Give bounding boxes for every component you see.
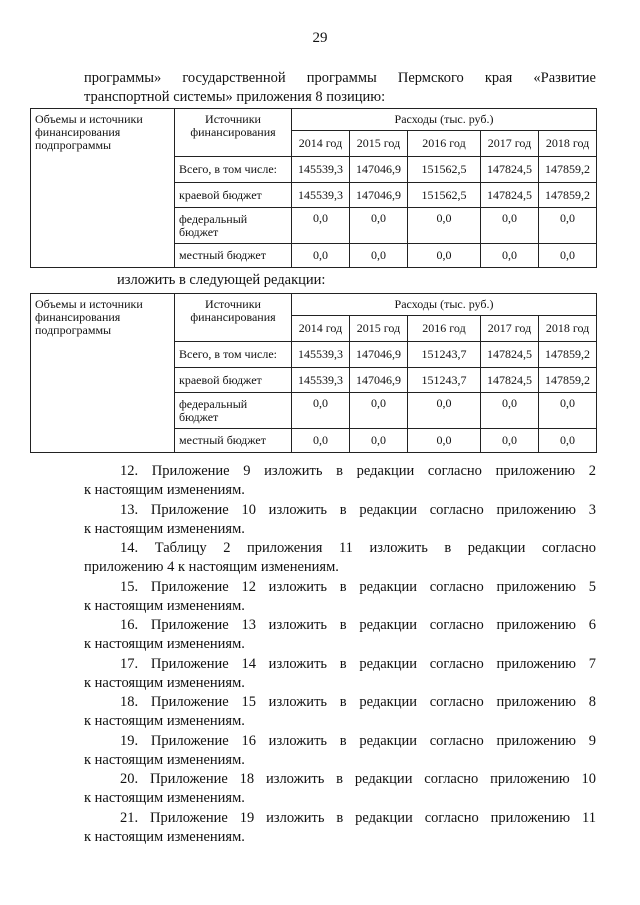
intro-line-1: программы» государственной программы Пермского края «Развитие: [84, 70, 596, 86]
value-cell: 0,0: [481, 393, 539, 429]
list-item-line-2: приложению 4 к настоящим изменениям.: [84, 559, 339, 575]
value-cell: 145539,3: [292, 342, 350, 368]
list-item-line-2: к настоящим изменениям.: [84, 674, 245, 691]
value-cell: 0,0: [408, 244, 481, 268]
intro-line-2: транспортной системы» приложения 8 позицию:: [84, 89, 386, 105]
value-cell: 151243,7: [408, 368, 481, 393]
list-item-line-2: к настоящим изменениям.: [84, 828, 245, 845]
sources-header: Источники финансирования: [175, 109, 292, 157]
expenses-header: Расходы (тыс. руб.): [292, 294, 597, 316]
year-header: 2015 год: [350, 131, 408, 157]
value-cell: 0,0: [350, 244, 408, 268]
value-cell: 151243,7: [408, 342, 481, 368]
list-item-line-1: 17. Приложение 14 изложить в редакции согласно приложению 7: [120, 655, 596, 672]
source-cell: краевой бюджет: [175, 183, 292, 208]
list-item-line-1: 21. Приложение 19 изложить в редакции согласно приложению 11: [120, 809, 596, 826]
sources-header: Источники финансирования: [175, 294, 292, 342]
list-item-line-1: 16. Приложение 13 изложить в редакции согласно приложению 6: [120, 617, 596, 633]
value-cell: 0,0: [481, 429, 539, 453]
list-item-line-1: 15. Приложение 12 изложить в редакции согласно приложению 5: [120, 578, 596, 595]
expenses-header: Расходы (тыс. руб.): [292, 109, 597, 131]
list-item: [84, 501, 596, 540]
list-item-line-1: 13. Приложение 10 изложить в редакции согласно приложению 3: [120, 501, 596, 518]
list-item-line-2: к настоящим изменениям.: [84, 520, 245, 537]
list-item-line-2: к настоящим изменениям.: [84, 482, 245, 498]
list-item: [84, 693, 596, 732]
year-header: 2014 год: [292, 131, 350, 157]
value-cell: 147046,9: [350, 157, 408, 183]
list-item-line-2: к настоящим изменениям.: [84, 636, 245, 652]
value-cell: 147824,5: [481, 157, 539, 183]
list-item-line-1: 18. Приложение 15 изложить в редакции согласно приложению 8: [120, 694, 596, 710]
value-cell: 145539,3: [292, 368, 350, 393]
value-cell: 147859,2: [539, 183, 597, 208]
value-cell: 147046,9: [350, 342, 408, 368]
list-item-line-2: к настоящим изменениям.: [84, 751, 245, 768]
value-cell: 0,0: [481, 208, 539, 244]
source-cell: местный бюджет: [175, 429, 292, 453]
value-cell: 147859,2: [539, 157, 597, 183]
list-item-line-1: 20. Приложение 18 изложить в редакции согласно приложению 10: [120, 771, 596, 787]
edit-instruction: изложить в следующей редакции:: [117, 272, 326, 288]
value-cell: 0,0: [408, 208, 481, 244]
list-item: [84, 732, 596, 771]
value-cell: 0,0: [292, 244, 350, 268]
list-item: [84, 809, 596, 848]
value-cell: 0,0: [408, 429, 481, 453]
financing-table-new: [30, 293, 597, 453]
value-cell: 0,0: [350, 208, 408, 244]
amendment-list: [84, 462, 596, 847]
year-header: 2015 год: [350, 316, 408, 342]
source-cell: федеральный бюджет: [175, 208, 292, 244]
value-cell: 147824,5: [481, 342, 539, 368]
year-header: 2014 год: [292, 316, 350, 342]
list-item: [84, 770, 596, 809]
page-number: 29: [312, 30, 328, 46]
value-cell: 0,0: [539, 244, 597, 268]
list-item: [84, 462, 596, 501]
year-header: 2018 год: [539, 131, 597, 157]
list-item: [84, 655, 596, 694]
list-item: [84, 539, 596, 578]
year-header: 2016 год: [408, 131, 481, 157]
year-header: 2016 год: [408, 316, 481, 342]
source-cell: Всего, в том числе:: [175, 342, 292, 368]
value-cell: 0,0: [539, 393, 597, 429]
value-cell: 147824,5: [481, 183, 539, 208]
list-item: [84, 578, 596, 617]
value-cell: 0,0: [481, 244, 539, 268]
value-cell: 0,0: [292, 393, 350, 429]
value-cell: 147046,9: [350, 368, 408, 393]
source-cell: местный бюджет: [175, 244, 292, 268]
year-header: 2018 год: [539, 316, 597, 342]
value-cell: 0,0: [408, 393, 481, 429]
source-cell: федеральный бюджет: [175, 393, 292, 429]
value-cell: 0,0: [350, 393, 408, 429]
value-cell: 147824,5: [481, 368, 539, 393]
year-header: 2017 год: [481, 316, 539, 342]
list-item: [84, 616, 596, 655]
value-cell: 0,0: [539, 208, 597, 244]
source-cell: Всего, в том числе:: [175, 157, 292, 183]
value-cell: 0,0: [292, 429, 350, 453]
financing-table-original: [30, 108, 597, 268]
value-cell: 0,0: [539, 429, 597, 453]
value-cell: 147859,2: [539, 368, 597, 393]
value-cell: 0,0: [292, 208, 350, 244]
list-item-line-1: 19. Приложение 16 изложить в редакции согласно приложению 9: [120, 732, 596, 749]
table-label-cell: Объемы и источники финансирования подпрограммы: [31, 294, 175, 453]
value-cell: 147046,9: [350, 183, 408, 208]
value-cell: 145539,3: [292, 183, 350, 208]
table-label-cell: Объемы и источники финансирования подпрограммы: [31, 109, 175, 268]
source-cell: краевой бюджет: [175, 368, 292, 393]
list-item-line-2: к настоящим изменениям.: [84, 597, 245, 614]
value-cell: 151562,5: [408, 157, 481, 183]
intro-paragraph: [84, 69, 596, 107]
value-cell: 151562,5: [408, 183, 481, 208]
list-item-line-1: 14. Таблицу 2 приложения 11 изложить в редакции согласно: [120, 540, 596, 556]
value-cell: 147859,2: [539, 342, 597, 368]
list-item-line-1: 12. Приложение 9 изложить в редакции согласно приложению 2: [120, 463, 596, 479]
list-item-line-2: к настоящим изменениям.: [84, 713, 245, 729]
value-cell: 145539,3: [292, 157, 350, 183]
list-item-line-2: к настоящим изменениям.: [84, 790, 245, 806]
value-cell: 0,0: [350, 429, 408, 453]
year-header: 2017 год: [481, 131, 539, 157]
